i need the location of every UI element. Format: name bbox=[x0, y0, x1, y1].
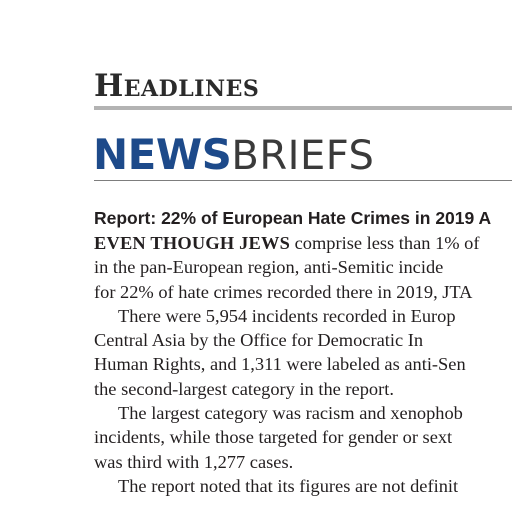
section-title: Headlines bbox=[94, 68, 260, 104]
paragraph-line: Central Asia by the Office for Democratic In bbox=[94, 330, 424, 351]
paragraph-line bbox=[94, 231, 512, 255]
body-text: comprise less than 1% of bbox=[290, 233, 480, 253]
section-divider bbox=[94, 106, 512, 110]
brand-divider bbox=[94, 180, 512, 181]
paragraph-line: was third with 1,277 cases. bbox=[94, 451, 294, 472]
paragraph-line: There were 5,954 incidents recorded in Europ bbox=[118, 305, 456, 326]
paragraph-line: for 22% of hate crimes recorded there in 2019, JTA bbox=[94, 281, 473, 302]
paragraph-line: the second-largest category in the report. bbox=[94, 378, 394, 399]
paragraph-line: Human Rights, and 1,311 were labeled as anti-Sen bbox=[94, 354, 466, 375]
brand-briefs: BRIEFS bbox=[231, 133, 375, 179]
brand-news: NEWS bbox=[93, 130, 232, 179]
article-body bbox=[94, 231, 512, 512]
lead-in: EVEN THOUGH JEWS bbox=[94, 233, 291, 253]
paragraph-line: The largest category was racism and xenophob bbox=[118, 403, 463, 424]
paragraph-line: in the pan-European region, anti-Semitic incide bbox=[94, 257, 444, 278]
paragraph-line: incidents, while those targeted for gender or sext bbox=[94, 427, 453, 448]
paragraph-line: The report noted that its figures are not definit bbox=[118, 475, 459, 496]
article-headline: Report: 22% of European Hate Crimes in 2019 A bbox=[94, 208, 492, 228]
